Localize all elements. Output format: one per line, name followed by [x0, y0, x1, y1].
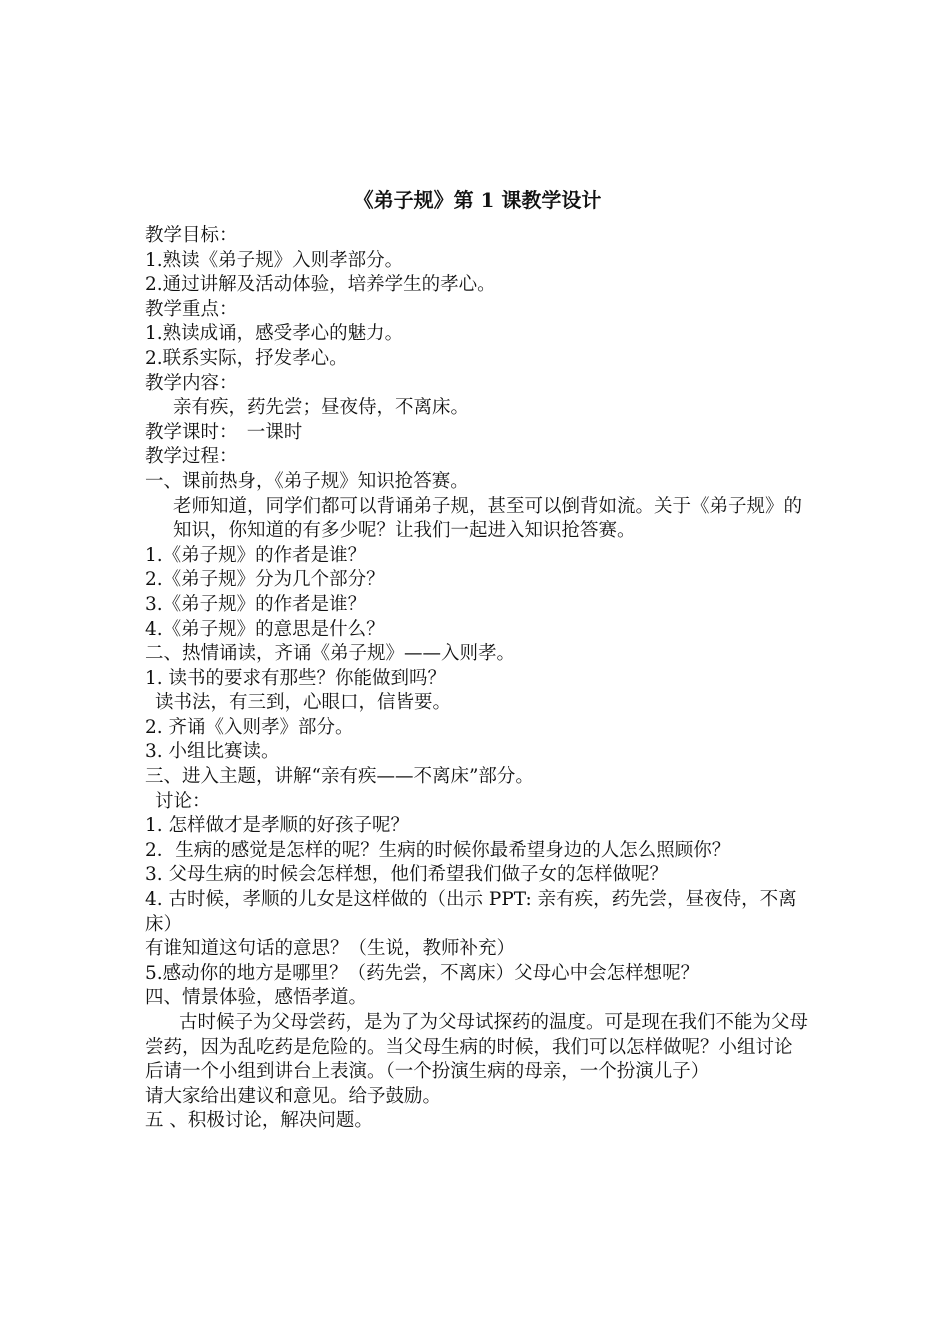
section-2-heading: 二、热情诵读，齐诵《弟子规》——入则孝。: [145, 643, 516, 665]
section-3-heading: 三、进入主题，讲解“亲有疾——不离床”部分。: [145, 766, 534, 788]
heading-teaching-process: 教学过程：: [145, 446, 238, 468]
heading-teaching-focus: 教学重点：: [145, 298, 238, 320]
section-2-item-2: 2. 齐诵《入则孝》部分。: [145, 716, 354, 738]
discussion-item-2: 2．生病的感觉是怎样的呢？生病的时候你最希望身边的人怎么照顾你？: [145, 839, 731, 861]
section-4-note: 请大家给出建议和意见。给予鼓励。: [145, 1085, 442, 1107]
section-5-heading: 五 、积极讨论，解决问题。: [145, 1110, 373, 1132]
goal-item-1: 1.熟读《弟子规》入则孝部分。: [145, 249, 404, 271]
teaching-hours: 教学课时： 一课时: [145, 421, 303, 443]
focus-item-1: 1.熟读成诵，感受孝心的魅力。: [145, 323, 404, 345]
discussion-item-1: 1. 怎样做才是孝顺的好孩子呢？: [145, 815, 410, 837]
quiz-question-4: 4.《弟子规》的意思是什么？: [145, 618, 385, 640]
discussion-label: 讨论：: [155, 790, 211, 812]
section-1-heading: 一、课前热身，《弟子规》知识抢答赛。: [145, 470, 469, 492]
discussion-followup: 有谁知道这句话的意思？（生说，教师补充）: [145, 938, 516, 960]
document-title: 《弟子规》第 1 课教学设计: [353, 188, 602, 212]
discussion-item-5: 5.感动你的地方是哪里？（药先尝，不离床）父母心中会怎样想呢？: [145, 962, 700, 984]
quiz-question-1: 1.《弟子规》的作者是谁？: [145, 544, 367, 566]
section-4-heading: 四、情景体验，感悟孝道。: [145, 987, 368, 1009]
quiz-question-2: 2.《弟子规》分为几个部分？: [145, 569, 385, 591]
document-page: [145, 186, 810, 1134]
section-4-paragraph: 古时候子为父母尝药，是为了为父母试探药的温度。可是现在我们不能为父母尝药，因为乱吃药是危险的。当父母生病的时候，我们可以怎样做呢？小组讨论后请一个小组到讲台上表演。（一个扮演生病的母亲，一个扮演儿子）: [145, 1012, 809, 1083]
section-1-paragraph: 老师知道，同学们都可以背诵弟子规，甚至可以倒背如流。关于《弟子规》的知识，你知道的有多少呢？让我们一起进入知识抢答赛。: [173, 495, 803, 542]
heading-teaching-content: 教学内容：: [145, 372, 238, 394]
discussion-item-4: 4. 古时候，孝顺的儿女是这样做的（出示 PPT: 亲有疾，药先尝，昼夜侍，不离床）: [145, 889, 797, 935]
content-verse: 亲有疾，药先尝；昼夜侍，不离床。: [173, 397, 470, 419]
heading-teaching-goals: 教学目标：: [145, 225, 238, 246]
goal-item-2: 2.通过讲解及活动体验，培养学生的孝心。: [145, 274, 496, 296]
section-2-item-3: 3. 小组比赛读。: [145, 741, 280, 763]
quiz-question-3: 3.《弟子规》的作者是谁？: [145, 593, 367, 615]
section-2-verse: 读书法，有三到，心眼口，信皆要。: [155, 692, 452, 714]
section-2-item-1: 1. 读书的要求有那些？你能做到吗？: [145, 667, 447, 689]
focus-item-2: 2.联系实际，抒发孝心。: [145, 347, 348, 369]
discussion-item-3: 3. 父母生病的时候会怎样想，他们希望我们做子女的怎样做呢？: [145, 864, 669, 886]
